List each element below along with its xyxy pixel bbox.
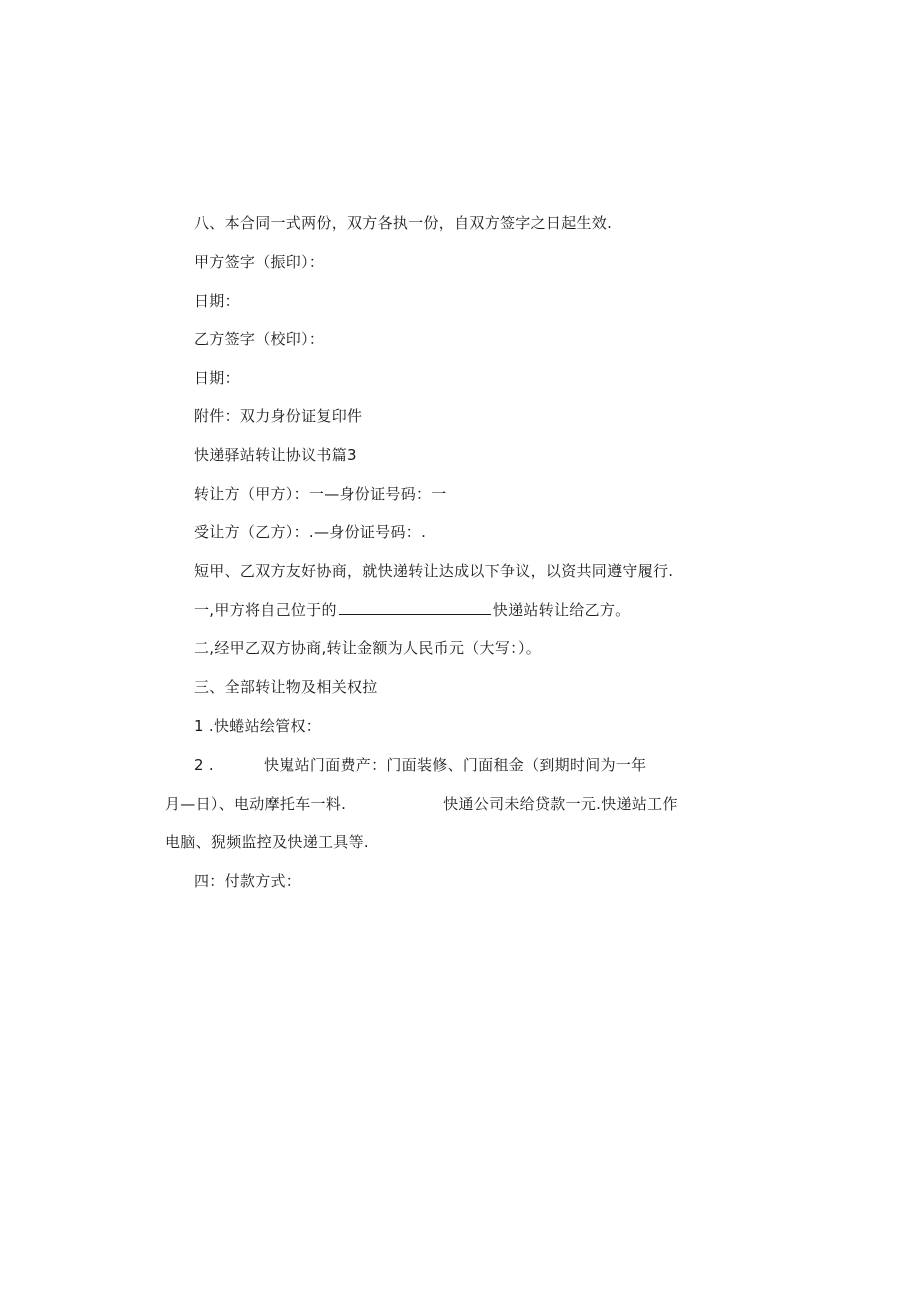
transferor-line: 转让方（甲方）：一—身份证号码：一 bbox=[194, 485, 447, 503]
clause-one-text-after: 快递站转让给乙方。 bbox=[492, 601, 631, 619]
attachment-line: 附件：双力身份证复印件 bbox=[194, 407, 363, 425]
item-one: 1 .快蜷站绘管权： bbox=[194, 717, 322, 735]
clause-three: 三、全部转让物及相关权拉 bbox=[194, 678, 378, 696]
party-a-date-label: 日期： bbox=[194, 292, 240, 310]
transferee-line: 受让方（乙方）：.—身份证号码：. bbox=[194, 523, 427, 541]
preamble-line: 短甲、乙双方友好协商，就快递转让达成以下争议，以资共同遵守履行. bbox=[194, 562, 674, 580]
clause-two: 二,经甲乙双方协商,转让金额为人民币元（大写：）。 bbox=[194, 639, 542, 657]
item-two-text: 快嵬站门面费产：门面装修、门面租金（到期时间为一年 bbox=[263, 756, 647, 774]
party-b-date-label: 日期： bbox=[194, 369, 240, 387]
clause-four: 四：付款方式： bbox=[194, 872, 302, 890]
item-two-cont-after: 快通公司未给贷款一元.快递站工作 bbox=[443, 795, 678, 813]
clause-one-text-before: 一,甲方将自己位于的 bbox=[194, 601, 337, 619]
clause-one bbox=[194, 600, 630, 620]
party-a-signature-label: 甲方签字（振印）： bbox=[194, 253, 325, 271]
location-blank bbox=[339, 600, 491, 615]
item-two-continued bbox=[165, 794, 678, 814]
item-two bbox=[194, 755, 647, 775]
item-two-number: 2 . bbox=[194, 756, 214, 774]
item-two-tail: 电脑、猊频监控及快递工具等. bbox=[165, 833, 369, 851]
party-b-signature-label: 乙方签字（校印）： bbox=[194, 330, 325, 348]
section-heading: 快递驿站转让协议书篇3 bbox=[194, 446, 357, 464]
clause-eight: 八、本合同一式两份，双方各执一份，自双方签字之日起生效. bbox=[194, 214, 613, 232]
item-two-cont-before: 月—日）、电动摩托车一料. bbox=[165, 795, 347, 813]
